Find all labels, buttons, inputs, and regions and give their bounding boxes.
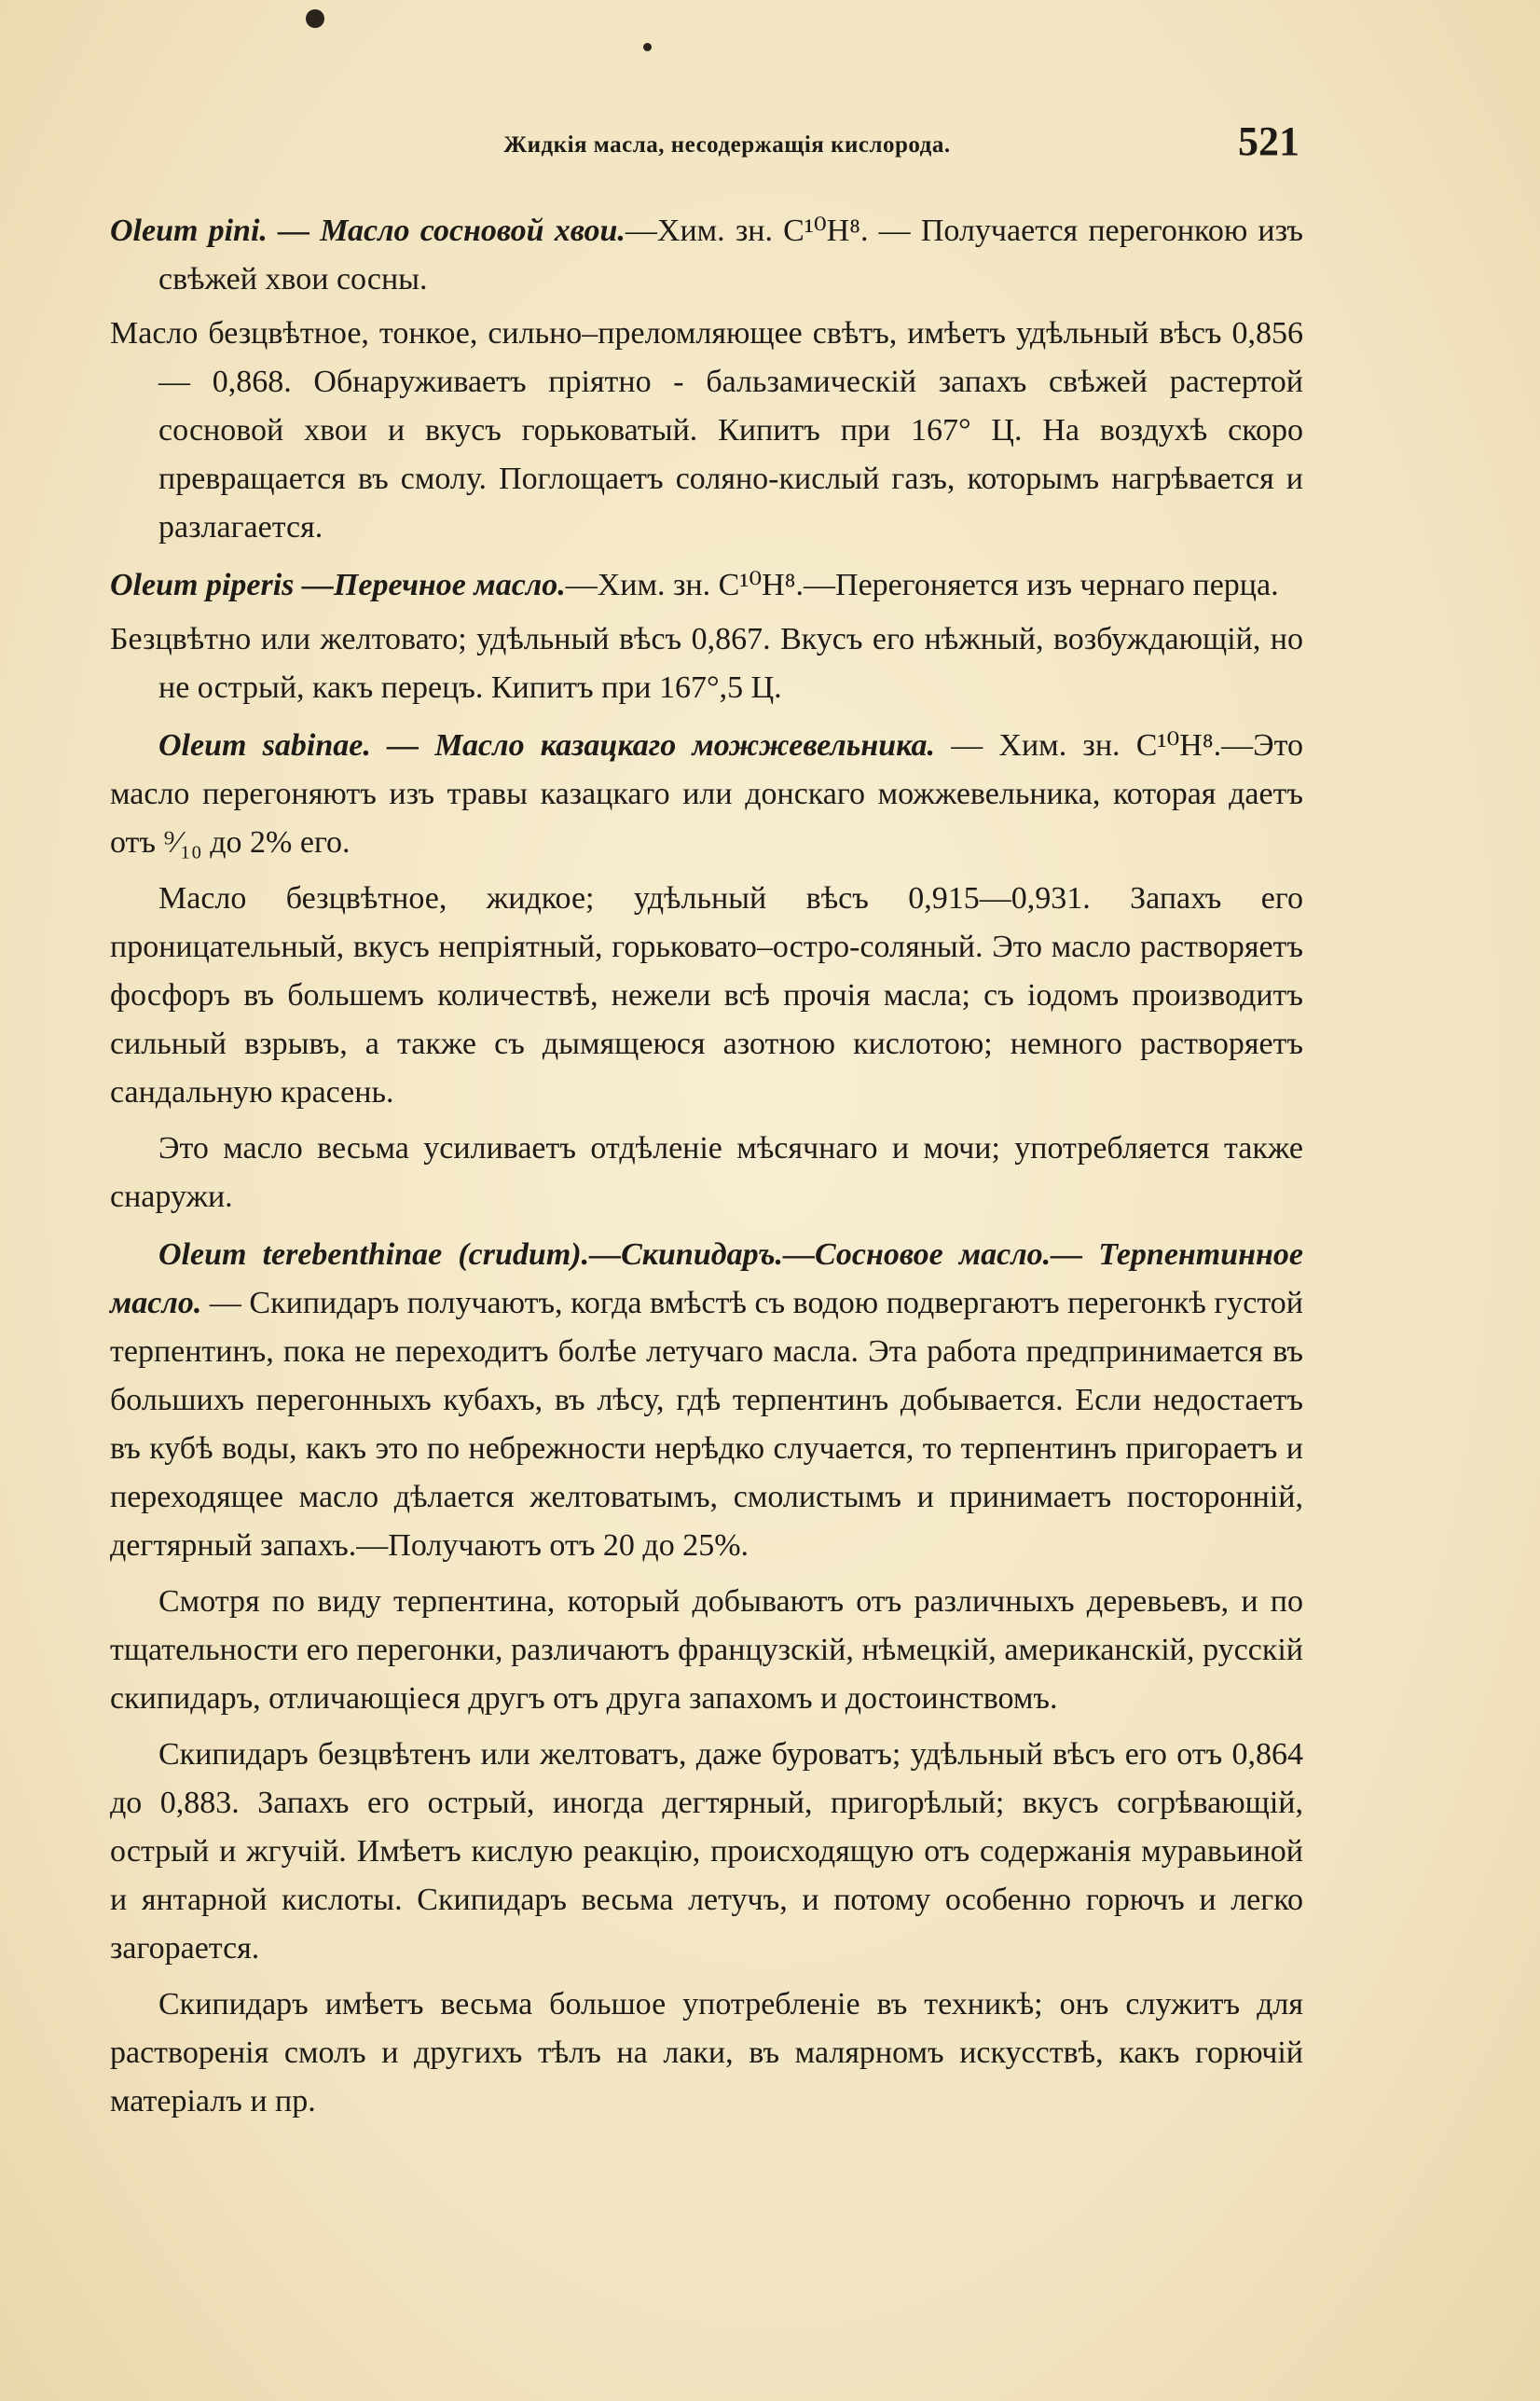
entry-heading-text: —Хим. зн. C¹⁰H⁸.—Перегоняется изъ чернаго перца. — [565, 568, 1279, 602]
running-header: Жидкія масла, несодержащія кислорода. — [503, 132, 951, 158]
entry-heading — [110, 722, 1303, 867]
entry-heading — [110, 561, 1303, 610]
russian-term: —Перечное масло. — [301, 568, 566, 602]
entry-heading-text: —Хим. зн. C¹⁰H⁸. — Получается перегонкою изъ свѣжей хвои сосны. — [158, 214, 1304, 297]
russian-term: — Масло казацкаго можжевельника. — [387, 728, 935, 763]
body-paragraph: Скипидаръ безцвѣтенъ или желтоватъ, даже буроватъ; удѣльный вѣсъ его отъ 0,864 до 0,883. Запахъ его острый, иногда дегтярный, пригорѣлый; вкусъ согрѣвающій, острый и жгучій. Имѣетъ кислую реакцію, происходящую отъ содержанія муравьиной и янтарной кислоты. Скипидаръ весьма летучъ, и потому особенно горючъ и легко загорается. — [110, 1737, 1303, 1966]
latin-term: Oleum pini. — [110, 214, 268, 248]
page-body — [110, 207, 1303, 2126]
latin-term: Oleum sabinae. — [158, 728, 371, 763]
russian-term: —Скипидаръ.—Сосновое масло.— Терпентинное масло. — [110, 1237, 1303, 1320]
latin-term: Oleum terebenthinae (crudum). — [158, 1237, 590, 1272]
entry-heading — [110, 207, 1303, 304]
body-paragraph: Смотря по виду терпентина, который добываютъ отъ различныхъ деревьевъ, и по тщательности его перегонки, различаютъ французскій, нѣмецкій, американскій, русскій скипидаръ, отличающіеся другъ отъ друга запахомъ и достоинствомъ. — [110, 1584, 1303, 1716]
body-paragraph: Масло безцвѣтное, жидкое; удѣльный вѣсъ 0,915—0,931. Запахъ его проницательный, вкусъ непріятный, горьковато–остро-соляный. Это масло растворяетъ фосфоръ въ большемъ количествѣ, нежели всѣ прочія масла; съ іодомъ производитъ сильный взрывъ, а также съ дымящеюся азотною кислотою; немного растворяетъ сандальную красень. — [110, 881, 1303, 1110]
russian-term: — Масло сосновой хвои. — [278, 214, 626, 248]
body-paragraph: Безцвѣтно или желтовато; удѣльный вѣсъ 0,867. Вкусъ его нѣжный, возбуждающій, но не острый, какъ перецъ. Кипитъ при 167°,5 Ц. — [110, 622, 1303, 705]
latin-term: Oleum piperis — [110, 568, 295, 602]
entry-heading-text: — Хим. зн. C¹⁰H⁸.—Это масло перегоняютъ изъ травы казацкаго или донскаго можжевельника, которая даетъ отъ ⁹⁄₁₀ до 2% его. — [110, 728, 1304, 860]
entry-heading-text: — Скипидаръ получаютъ, когда вмѣстѣ съ водою подвергаютъ перегонкѣ густой терпентинъ, пока не переходитъ болѣе летучаго масла. Эта работа предпринимается въ большихъ перегонныхъ кубахъ, въ лѣсу, гдѣ терпентинъ добывается. Если недостаетъ въ кубѣ воды, какъ это по небрежности нерѣдко случается, то терпентинъ пригораетъ и переходящее масло дѣлается желтоватымъ, смолистымъ и принимаетъ посторонній, дегтярный запахъ.—Получаютъ отъ 20 до 25%. — [110, 1286, 1304, 1563]
page-speck — [643, 43, 652, 51]
body-paragraph: Масло безцвѣтное, тонкое, сильно–преломляющее свѣтъ, имѣетъ удѣльный вѣсъ 0,856 — 0,868. Обнаруживаетъ пріятно - бальзамическій запахъ свѣжей растертой сосновой хвои и вкусъ горьковатый. Кипитъ при 167° Ц. На воздухѣ скоро превращается въ смолу. Поглощаетъ соляно-кислый газъ, которымъ нагрѣвается и разлагается. — [110, 316, 1303, 545]
page-number: 521 — [1238, 118, 1299, 164]
entry-heading — [110, 1231, 1303, 1570]
body-paragraph: Скипидаръ имѣетъ весьма большое употребленіе въ техникѣ; онъ служитъ для растворенія смолъ и другихъ тѣлъ на лаки, въ малярномъ искусствѣ, какъ горючій матеріалъ и пр. — [110, 1987, 1303, 2118]
body-paragraph: Это масло весьма усиливаетъ отдѣленіе мѣсячнаго и мочи; употребляется также снаружи. — [110, 1131, 1303, 1214]
page-speck — [306, 9, 324, 28]
